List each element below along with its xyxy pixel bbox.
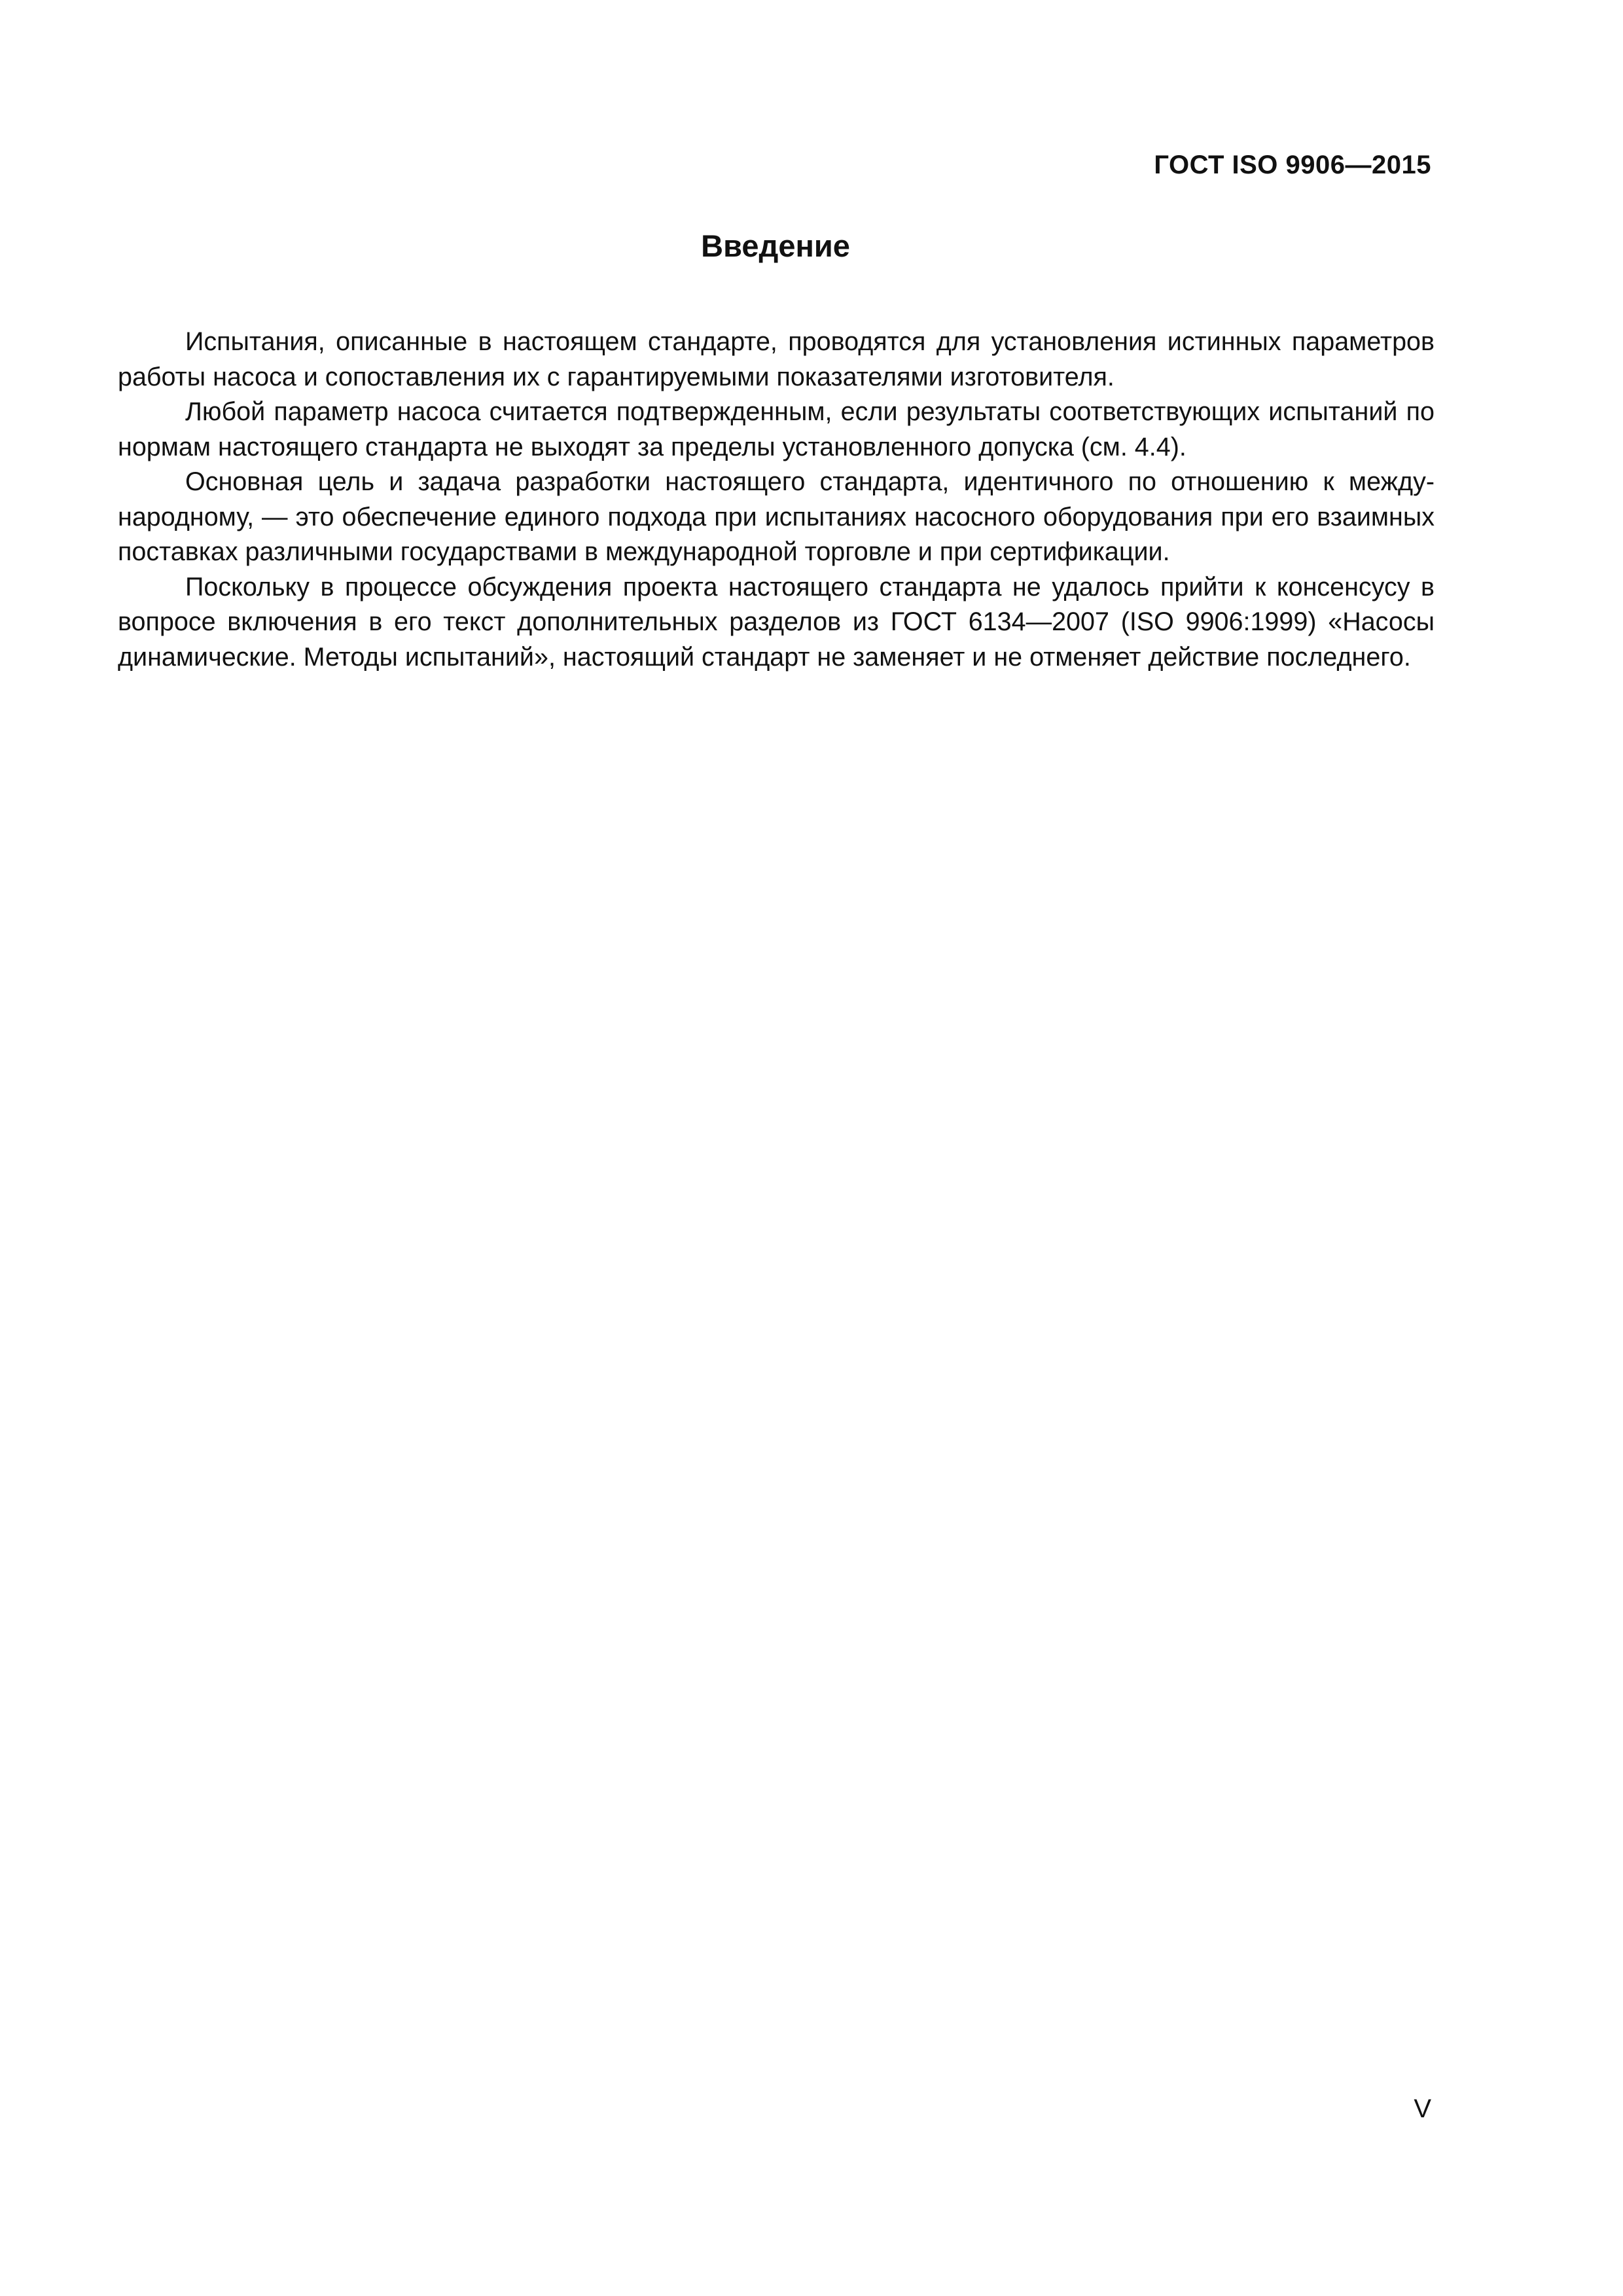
body-text xyxy=(118,325,1435,675)
paragraph-3: Основная цель и задача разработки настоящего стандарта, идентичного по отношению к международному, — это обеспечение единого подхода при испытаниях насосного оборудования при его взаимных поставках различными государствами в международной торговле и при сертификации. xyxy=(118,467,1435,566)
paragraph-2: Любой параметр насоса считается подтвержденным, если результаты соответствующих испытаний по нормам настоящего стандарта не выходят за пределы установленного допуска (см. 4.4). xyxy=(118,397,1435,461)
page-number: V xyxy=(1414,2094,1431,2123)
section-title: Введение xyxy=(701,228,850,263)
paragraph-1: Испытания, описанные в настоящем стандарте, проводятся для установления истинных параметров работы насоса и сопоставления их с гарантируемыми показателями изготовителя. xyxy=(118,327,1435,391)
document-code-header: ГОСТ ISO 9906—2015 xyxy=(1154,151,1431,179)
paragraph-4: Поскольку в процессе обсуждения проекта настоящего стандарта не удалось прийти к консенсусу в вопросе включения в его текст дополнительных разделов из ГОСТ 6134—2007 (ISO 9906:1999) «Насосы динамические. Методы испытаний», настоящий стандарт не заменяет и не отменяет действие последнего. xyxy=(118,572,1435,672)
